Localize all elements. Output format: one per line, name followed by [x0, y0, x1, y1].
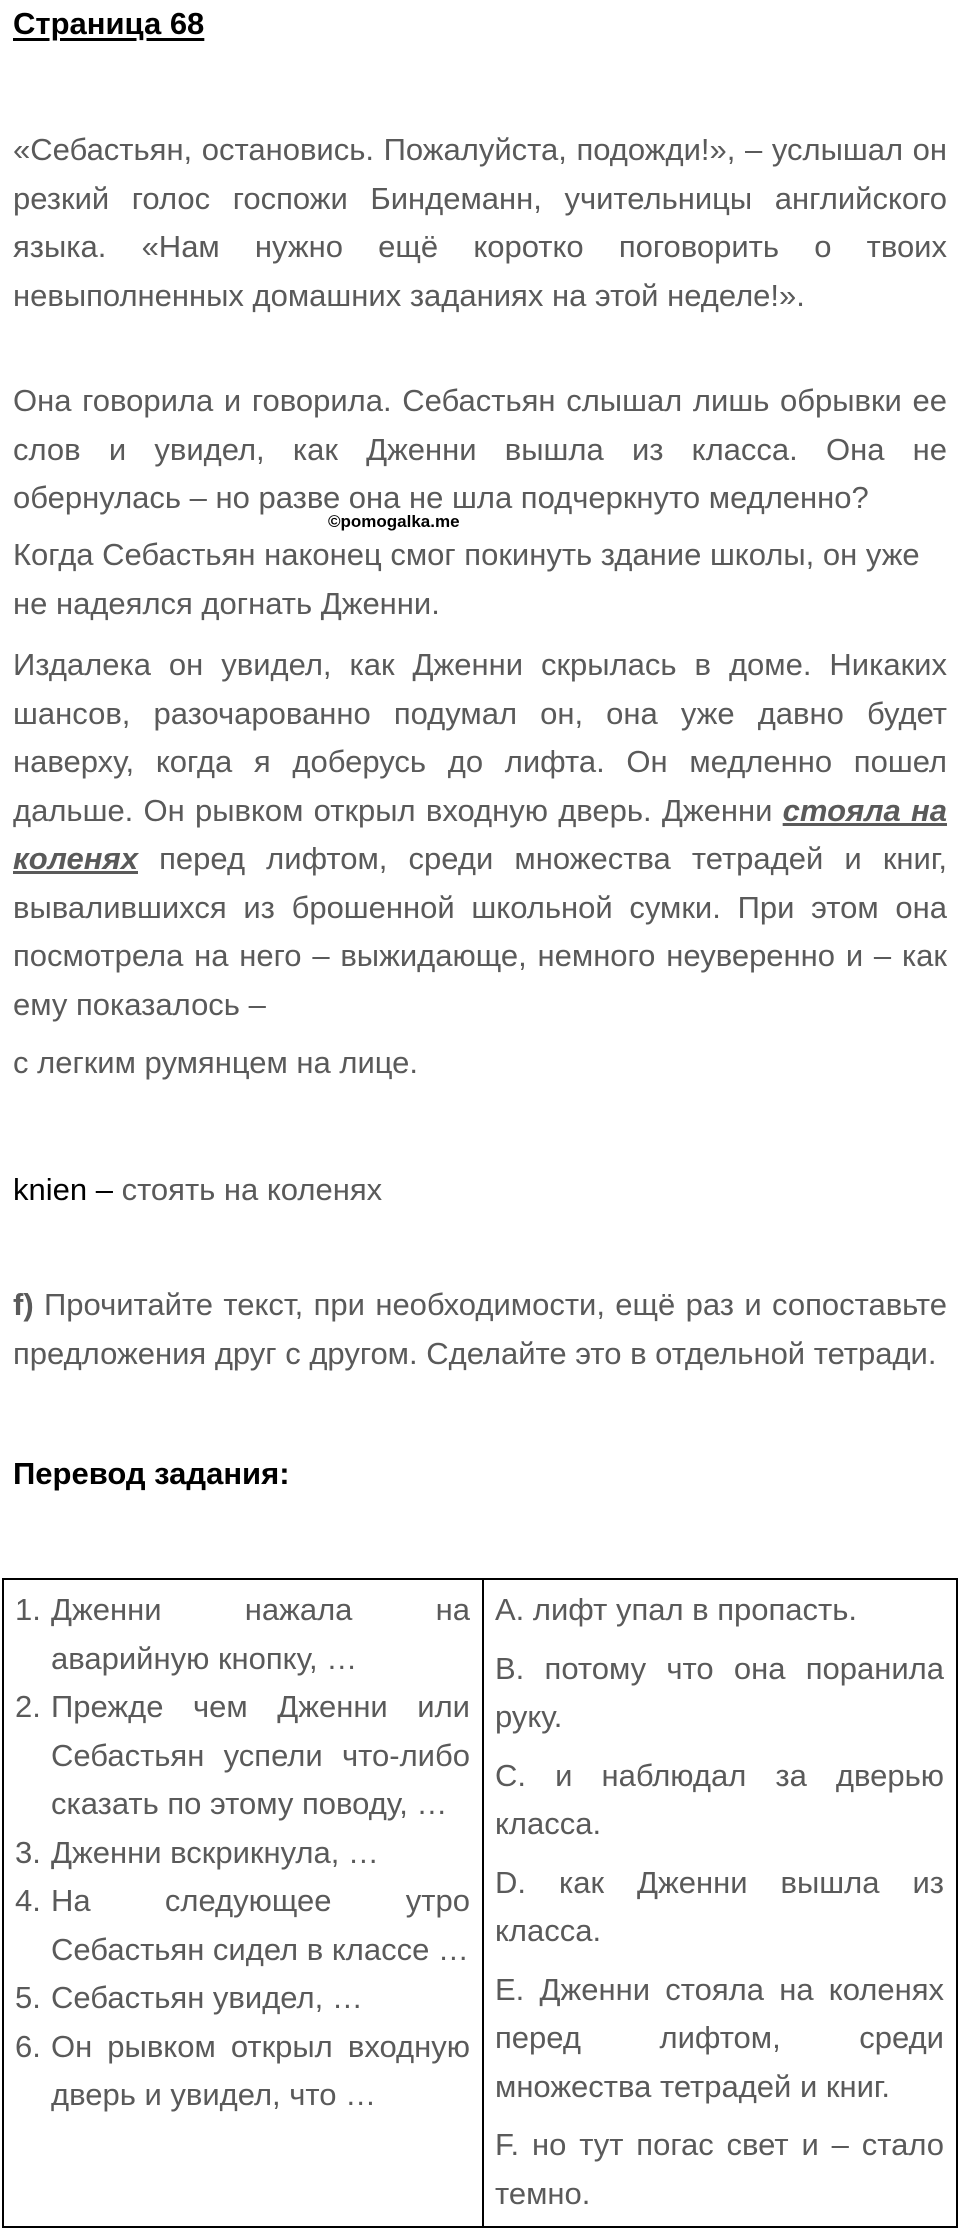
- ending-b: B. потому что она поранила руку.: [495, 1650, 944, 1734]
- list-item: [15, 1974, 470, 2023]
- item-number: 4.: [15, 1883, 41, 1918]
- item-text: Дженни вскрикнула, …: [51, 1834, 379, 1870]
- item-number: 3.: [15, 1834, 41, 1870]
- task-text: Прочитайте текст, при необходимости, ещё раз и сопоставьте предложения друг с другом. Сделайте это в отдельной тетради.: [13, 1287, 947, 1371]
- paragraph-4: [13, 641, 947, 1029]
- list-item: [15, 1829, 470, 1878]
- watermark: ©pomogalka.me: [328, 512, 460, 531]
- list-item: [15, 1586, 470, 1683]
- vocabulary-note: [13, 1166, 382, 1214]
- paragraph-5: с легким румянцем на лице.: [13, 1045, 419, 1080]
- matching-table: [2, 1578, 958, 2228]
- sentences-column: [3, 1579, 483, 2227]
- ending-d: D. как Дженни вышла из класса.: [495, 1864, 944, 1948]
- ending-a: A. лифт упал в пропасть.: [495, 1592, 858, 1627]
- task-f: [13, 1281, 947, 1378]
- list-item: [15, 2023, 470, 2120]
- vocabulary-translation: стоять на коленях: [112, 1172, 383, 1207]
- item-number: 1.: [15, 1592, 41, 1627]
- paragraph-3: Когда Себастьян наконец смог покинуть здание школы, он уже не надеялся догнать Дженни.: [13, 537, 920, 621]
- item-text: На следующее утро Себастьян сидел в классе …: [51, 1883, 470, 1967]
- item-text: Он рывком открыл входную дверь и увидел, что …: [51, 2028, 470, 2112]
- page-title: Страница 68: [13, 6, 205, 41]
- paragraph-4-start: Издалека он увидел, как Дженни скрылась в доме. Никаких шансов, разочарованно подумал он, она уже давно будет наверху, когда я доберусь до лифта. Он медленно пошел дальше. Он рывком открыл входную дверь. Дженни: [13, 647, 947, 828]
- vocabulary-term: knien –: [13, 1172, 113, 1207]
- ending-c: C. и наблюдал за дверью класса.: [495, 1757, 944, 1841]
- task-label: f): [13, 1287, 34, 1322]
- paragraph-1: «Себастьян, остановись. Пожалуйста, подожди!», – услышал он резкий голос госпожи Биндеманн, учительницы английского языка. «Нам нужно ещё коротко поговорить о твоих невыполненных домашних заданиях на этой неделе!».: [13, 132, 947, 313]
- item-text: Себастьян увидел, …: [51, 1980, 363, 2015]
- item-text: Дженни нажала на аварийную кнопку, …: [51, 1592, 470, 1676]
- endings-column: [483, 1579, 957, 2227]
- paragraph-2: Она говорила и говорила. Себастьян слышал лишь обрывки ее слов и увидел, как Дженни вышла из класса. Она не обернулась – но разве она не шла подчеркнуто медленно?: [13, 383, 947, 515]
- item-number: 5.: [15, 1980, 41, 2015]
- item-number: 2.: [15, 1689, 41, 1724]
- translation-heading: Перевод задания:: [13, 1456, 290, 1491]
- ending-f: F. но тут погас свет и – стало темно.: [495, 2127, 944, 2211]
- ending-e: E. Дженни стояла на коленях перед лифтом, среди множества тетрадей и книг.: [495, 1971, 944, 2104]
- list-item: [15, 1877, 470, 1974]
- item-number: 6.: [15, 2028, 41, 2064]
- sentence-list: [15, 1586, 470, 2120]
- highlighted-phrase: стояла на коленях: [13, 792, 947, 876]
- item-text: Прежде чем Дженни или Себастьян успели что-либо сказать по этому поводу, …: [51, 1689, 470, 1821]
- list-item: [15, 1683, 470, 1829]
- paragraph-4-end: перед лифтом, среди множества тетрадей и книг, вывалившихся из брошенной школьной сумки. При этом она посмотрела на него – выжидающе, немного неуверенно и – как ему показалось –: [13, 841, 947, 1022]
